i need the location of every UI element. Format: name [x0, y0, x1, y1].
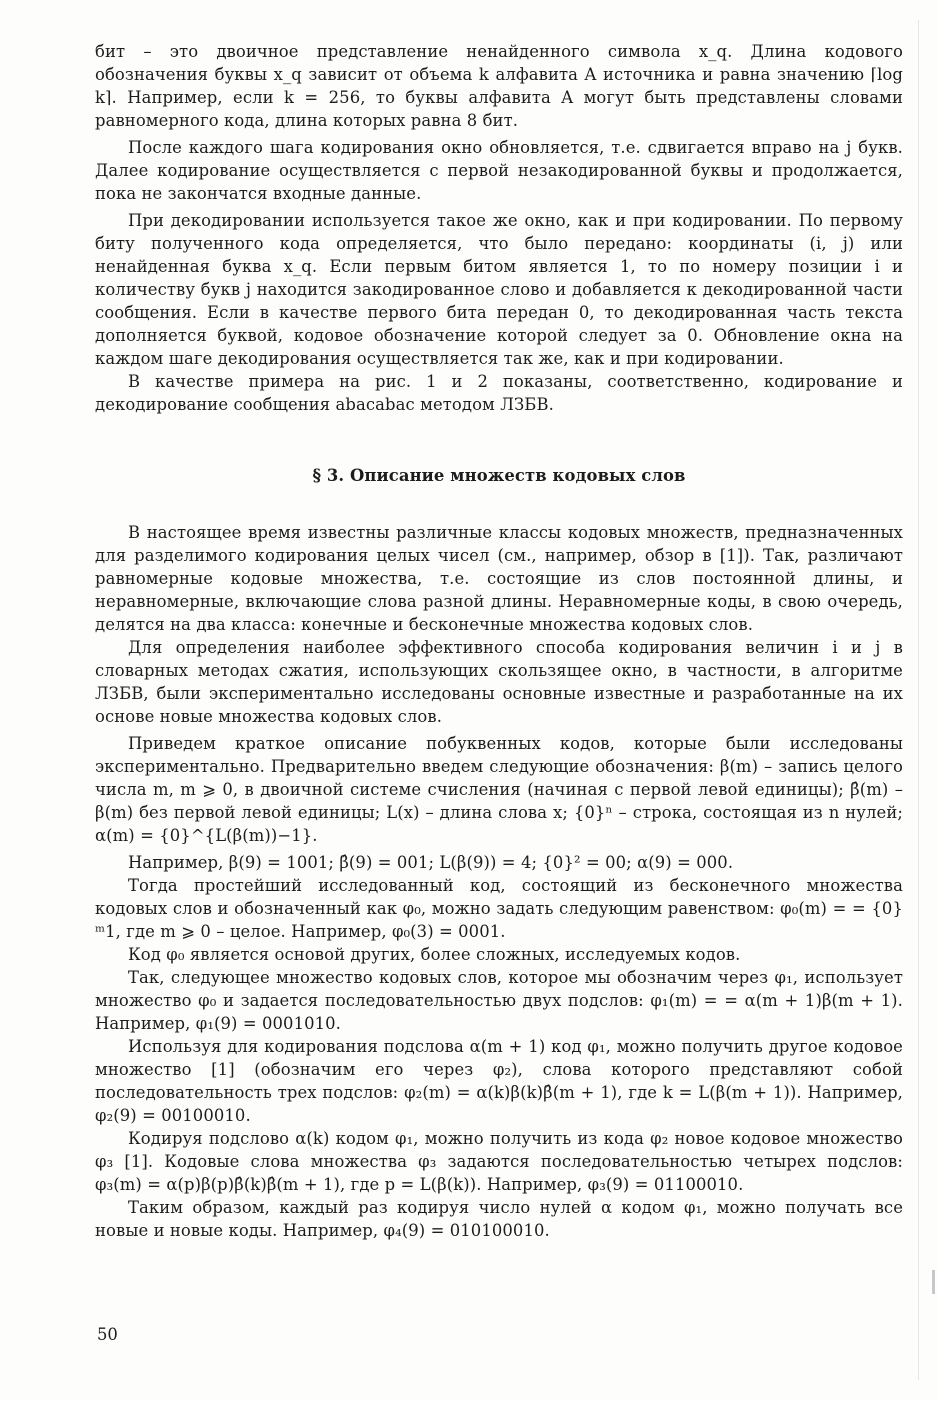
paragraph-section-4: Например, β(9) = 1001; β̂(9) = 001; L(β(9)) = 4; {0}² = 00; α(9) = 000.	[128, 853, 734, 872]
paragraph-section-2: Для определения наиболее эффективного способа кодирования величин i и j в словарных методах сжатия, использующих скользящее окно, в частности, в алгоритме ЛЗБВ, были экспериментально исследованы основные известные и разработанные на их основе новые множества кодовых слов.	[95, 638, 903, 726]
scan-mark	[932, 1270, 935, 1294]
page-body	[95, 40, 903, 1242]
paragraph-intro-2: После каждого шага кодирования окно обновляется, т.е. сдвигается вправо на j букв. Далее кодирование осуществляется с первой незакодированной буквы и продолжается, пока не закончатся входные данные.	[95, 138, 903, 203]
paragraph-section-5: Тогда простейший исследованный код, состоящий из бесконечного множества кодовых слов и обозначенный как φ₀, можно задать следующим равенством: φ₀(m) = = {0}ᵐ1, где m ⩾ 0 – целое. Например, φ₀(3) = 0001.	[95, 876, 903, 941]
paragraph-section-1: В настоящее время известны различные классы кодовых множеств, предназначенных для разделимого кодирования целых чисел (см., например, обзор в [1]). Так, различают равномерные кодовые множества, т.е. состоящие из слов постоянной длины, и неравномерные, включающие слова разной длины. Неравномерные коды, в свою очередь, делятся на два класса: конечные и бесконечные множества кодовых слов.	[95, 523, 903, 634]
paragraph-section-8: Используя для кодирования подслова α(m + 1) код φ₁, можно получить другое кодовое множество [1] (обозначим его через φ₂), слова которого представляют собой последовательность трех подслов: φ₂(m) = α(k)β(k)β̂(m + 1), где k = L(β(m + 1)). Например, φ₂(9) = 00100010.	[95, 1037, 903, 1125]
scan-edge	[918, 20, 919, 1380]
paragraph-intro-3: При декодировании используется такое же окно, как и при кодировании. По первому биту полученного кода определяется, что было передано: координаты (i, j) или ненайденная буква x_q. Если первым битом является 1, то по номеру позиции i и количеству букв j находится закодированное слово и добавляется к декодированной части сообщения. Если в качестве первого бита передан 0, то декодированная часть текста дополняется буквой, кодовое обозначение которой следует за 0. Обновление окна на каждом шаге декодирования осуществляется так же, как и при кодировании.	[95, 211, 903, 368]
paragraph-section-3: Приведем краткое описание побуквенных кодов, которые были исследованы экспериментально. Предварительно введем следующие обозначения: β(m) – запись целого числа m, m ⩾ 0, в двоичной системе счисления (начиная с первой левой единицы); β̂(m) – β(m) без первой левой единицы; L(x) – длина слова x; {0}ⁿ – строка, состоящая из n нулей; α(m) = {0}^{L(β(m))−1}.	[95, 734, 903, 845]
paragraph-intro-1: бит – это двоичное представление ненайденного символа x_q. Длина кодового обозначения буквы x_q зависит от объема k алфавита A источника и равна значению ⌈log k⌉. Например, если k = 256, то буквы алфавита A могут быть представлены словами равномерного кода, длина которых равна 8 бит.	[95, 42, 903, 130]
paragraph-section-10: Таким образом, каждый раз кодируя число нулей α кодом φ₁, можно получать все новые и новые коды. Например, φ₄(9) = 010100010.	[95, 1198, 903, 1240]
paragraph-section-9: Кодируя подслово α(k) кодом φ₁, можно получить из кода φ₂ новое кодовое множество φ₃ [1]. Кодовые слова множества φ₃ задаются последовательностью четырех подслов: φ₃(m) = α(p)β(p)β̂(k)β̂(m + 1), где p = L(β(k)). Например, φ₃(9) = 01100010.	[95, 1129, 903, 1194]
page-number: 50	[97, 1325, 118, 1344]
paragraph-section-7: Так, следующее множество кодовых слов, которое мы обозначим через φ₁, использует множество φ₀ и задается последовательностью двух подслов: φ₁(m) = = α(m + 1)β(m + 1). Например, φ₁(9) = 0001010.	[95, 968, 903, 1033]
paragraph-intro-4: В качестве примера на рис. 1 и 2 показаны, соответственно, кодирование и декодирование сообщения abacabac методом ЛЗБВ.	[95, 372, 903, 414]
section-heading: § 3. Описание множеств кодовых слов	[312, 466, 686, 485]
paragraph-section-6: Код φ₀ является основой других, более сложных, исследуемых кодов.	[128, 945, 741, 964]
